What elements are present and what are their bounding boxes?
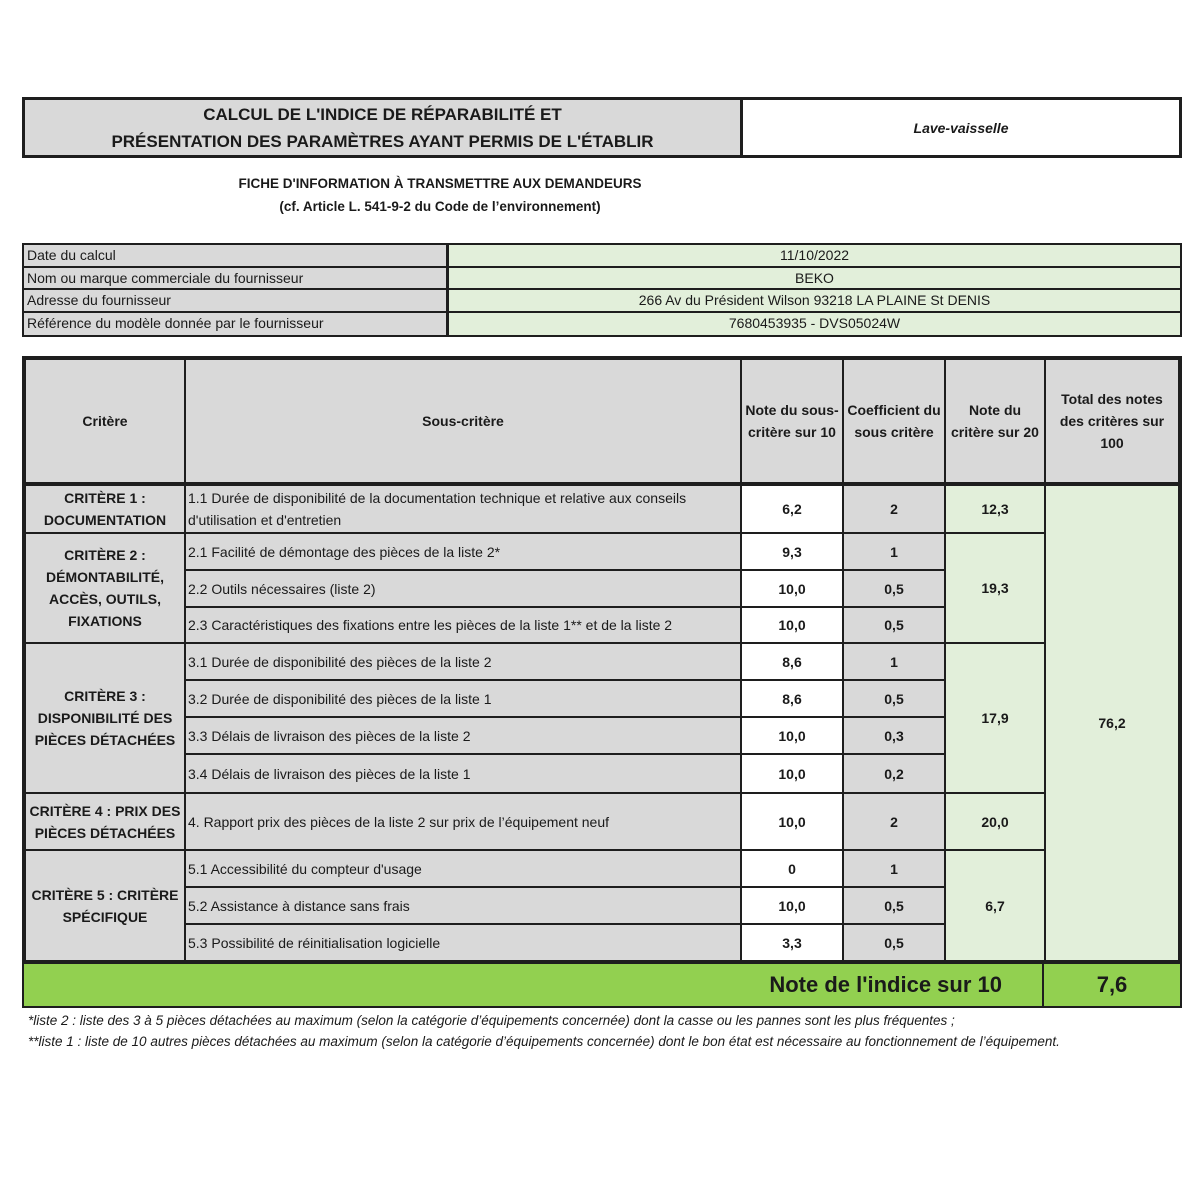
product-type: Lave-vaisselle <box>913 119 1009 136</box>
sub-criterion-1-1: 1.1 Durée de disponibilité de la documentation technique et relative aux conseils d'utilisation et d'entretien <box>184 484 742 534</box>
criterion-5-score: 6,7 <box>944 849 1046 962</box>
criterion-3-label: CRITÈRE 3 : DISPONIBILITÉ DES PIÈCES DÉTACHÉES <box>24 642 186 794</box>
subtitle-line-1: FICHE D'INFORMATION À TRANSMETTRE AUX DEMANDEURS <box>238 176 642 191</box>
info-value: 7680453935 - DVS05024W <box>449 313 1180 336</box>
sub-criterion-3-4-coef: 0,2 <box>842 753 946 794</box>
title-line-1: CALCUL DE L'INDICE DE RÉPARABILITÉ ET <box>203 104 562 124</box>
sub-criterion-2-3-note: 10,0 <box>740 606 844 644</box>
column-header-note-critere: Note du critère sur 20 <box>944 358 1046 484</box>
sub-criterion-3-3-coef: 0,3 <box>842 716 946 755</box>
repairability-table <box>22 356 1182 1008</box>
sub-criterion-2-1-note: 9,3 <box>740 532 844 571</box>
criterion-4-score: 20,0 <box>944 792 1046 851</box>
total-score-100: 76,2 <box>1044 484 1180 962</box>
criterion-4-label: CRITÈRE 4 : PRIX DES PIÈCES DÉTACHÉES <box>24 792 186 851</box>
sub-criterion-2-1-coef: 1 <box>842 532 946 571</box>
sub-criterion-3-3-note: 10,0 <box>740 716 844 755</box>
info-label: Date du calcul <box>24 245 449 266</box>
footnote-liste-1: **liste 1 : liste de 10 autres pièces détachées au maximum (selon la catégorie d’équipements concernée) dont le bon état est nécessaire au fonctionnement de l’équipement. <box>28 1034 1060 1049</box>
info-label: Référence du modèle donnée par le fournisseur <box>24 313 449 336</box>
criterion-5-label: CRITÈRE 5 : CRITÈRE SPÉCIFIQUE <box>24 849 186 962</box>
info-row <box>24 290 1180 313</box>
info-value: BEKO <box>449 268 1180 289</box>
sub-criterion-4-coef: 2 <box>842 792 946 851</box>
sub-criterion-5-3-note: 3,3 <box>740 923 844 962</box>
column-header-sous-critere: Sous-critère <box>184 358 742 484</box>
index-row <box>24 962 1180 1006</box>
criterion-1-score: 12,3 <box>944 484 1046 534</box>
info-row <box>24 245 1180 268</box>
sub-criterion-3-4: 3.4 Délais de livraison des pièces de la liste 1 <box>184 753 742 794</box>
subtitle-line-2: (cf. Article L. 541-9-2 du Code de l’environnement) <box>279 199 601 214</box>
sub-criterion-2-2-coef: 0,5 <box>842 569 946 608</box>
sub-criterion-3-2-note: 8,6 <box>740 679 844 718</box>
sub-criterion-1-1-note: 6,2 <box>740 484 844 534</box>
index-label: Note de l'indice sur 10 <box>24 964 1044 1006</box>
sub-criterion-2-2: 2.2 Outils nécessaires (liste 2) <box>184 569 742 608</box>
sub-criterion-2-2-note: 10,0 <box>740 569 844 608</box>
document-title <box>25 100 743 155</box>
sub-criterion-3-2-coef: 0,5 <box>842 679 946 718</box>
sub-criterion-5-2-note: 10,0 <box>740 886 844 925</box>
sub-criterion-4-note: 10,0 <box>740 792 844 851</box>
sub-criterion-5-2: 5.2 Assistance à distance sans frais <box>184 886 742 925</box>
sub-criterion-2-1: 2.1 Facilité de démontage des pièces de la liste 2* <box>184 532 742 571</box>
sub-criterion-5-1-note: 0 <box>740 849 844 888</box>
info-row <box>24 313 1180 336</box>
supplier-info-table <box>22 243 1182 337</box>
sub-criterion-2-3: 2.3 Caractéristiques des fixations entre les pièces de la liste 1** et de la liste 2 <box>184 606 742 644</box>
sub-criterion-5-3: 5.3 Possibilité de réinitialisation logicielle <box>184 923 742 962</box>
criterion-1-label: CRITÈRE 1 : DOCUMENTATION <box>24 484 186 534</box>
info-label: Adresse du fournisseur <box>24 290 449 311</box>
sub-criterion-4: 4. Rapport prix des pièces de la liste 2 sur prix de l’équipement neuf <box>184 792 742 851</box>
sub-criterion-5-3-coef: 0,5 <box>842 923 946 962</box>
info-row <box>24 268 1180 291</box>
column-header-critere: Critère <box>24 358 186 484</box>
sub-criterion-5-1: 5.1 Accessibilité du compteur d'usage <box>184 849 742 888</box>
sub-criterion-3-2: 3.2 Durée de disponibilité des pièces de la liste 1 <box>184 679 742 718</box>
column-header-total: Total des notes des critères sur 100 <box>1044 358 1180 484</box>
sub-criterion-3-3: 3.3 Délais de livraison des pièces de la liste 2 <box>184 716 742 755</box>
criterion-3-score: 17,9 <box>944 642 1046 794</box>
sub-criterion-3-4-note: 10,0 <box>740 753 844 794</box>
index-value: 7,6 <box>1096 972 1128 997</box>
sub-criterion-3-1-coef: 1 <box>842 642 946 681</box>
footnote-liste-2: *liste 2 : liste des 3 à 5 pièces détachées au maximum (selon la catégorie d’équipements concernée) dont la casse ou les pannes sont les plus fréquentes ; <box>28 1013 955 1028</box>
sub-criterion-3-1-note: 8,6 <box>740 642 844 681</box>
criterion-2-score: 19,3 <box>944 532 1046 644</box>
column-header-coefficient: Coefficient du sous critère <box>842 358 946 484</box>
criterion-2-label: CRITÈRE 2 : DÉMONTABILITÉ, ACCÈS, OUTILS, FIXATIONS <box>24 532 186 644</box>
column-header-note-sous-critere: Note du sous-critère sur 10 <box>740 358 844 484</box>
sub-criterion-1-1-coef: 2 <box>842 484 946 534</box>
sub-criterion-2-3-coef: 0,5 <box>842 606 946 644</box>
sub-criterion-5-2-coef: 0,5 <box>842 886 946 925</box>
title-line-2: PRÉSENTATION DES PARAMÈTRES AYANT PERMIS DE L'ÉTABLIR <box>111 131 654 151</box>
document-header <box>22 97 1182 158</box>
info-value: 11/10/2022 <box>449 245 1180 266</box>
info-label: Nom ou marque commerciale du fournisseur <box>24 268 449 289</box>
sub-criterion-5-1-coef: 1 <box>842 849 946 888</box>
sub-criterion-3-1: 3.1 Durée de disponibilité des pièces de la liste 2 <box>184 642 742 681</box>
info-value: 266 Av du Président Wilson 93218 LA PLAINE St DENIS <box>449 290 1180 311</box>
